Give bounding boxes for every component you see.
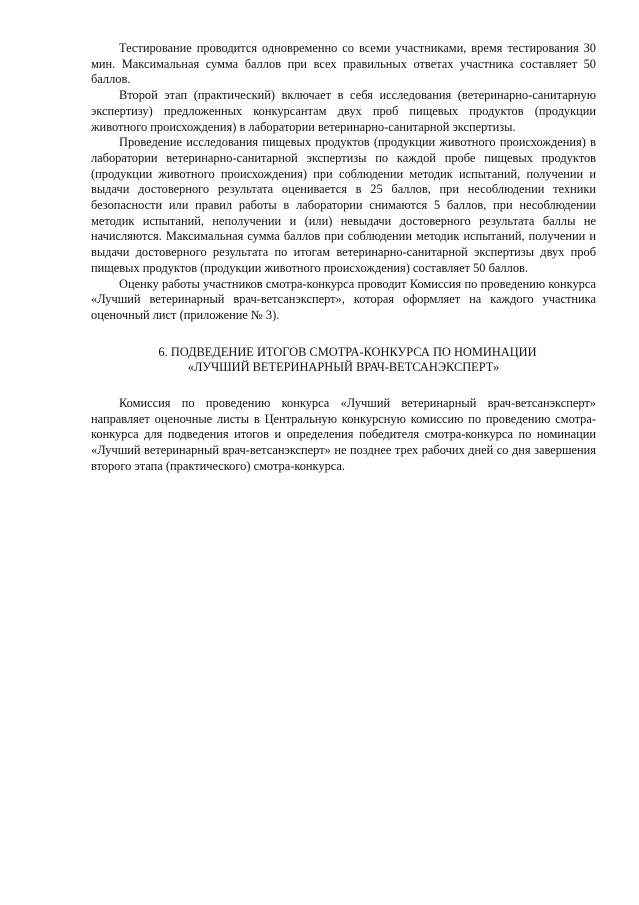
paragraph-second-stage: Второй этап (практический) включает в себя исследования (ветеринарно-санитарную экспертизу) предложенных конкурсантам двух проб пищевых продуктов (продукции животного происхождения) в лаборатории ветеринарно-санитарной экспертизы. xyxy=(91,88,596,134)
section-heading xyxy=(91,345,596,376)
paragraph-commission: Комиссия по проведению конкурса «Лучший ветеринарный врач-ветсанэксперт» направляет оценочные листы в Центральную конкурсную комиссию по проведению смотра-конкурса для подведения итогов и определения победителя смотра-конкурса по номинации «Лучший ветеринарный врач-ветсанэксперт» не позднее трех рабочих дней со дня завершения второго этапа (практического) смотра-конкурса. xyxy=(91,396,596,473)
paragraph-research: Проведение исследования пищевых продуктов (продукции животного происхождения) в лаборатории ветеринарно-санитарной экспертизы по каждой пробе пищевых продуктов (продукции животного происхождения) при соблюдении методик испытаний, получении и выдачи достоверного результата оценивается в 25 баллов, при несоблюдении техники безопасности или правил работы в лаборатории снимаются 5 баллов, при несоблюдении методик испытаний, неполучении и (или) невыдачи достоверного результата баллы не начисляются. Максимальная сумма баллов при соблюдении методик испытаний, получении и выдачи достоверного результата по итогам ветеринарно-санитарной экспертизы двух проб пищевых продуктов (продукции животного происхождения) составляет 50 баллов. xyxy=(91,135,596,275)
document-page xyxy=(91,41,596,475)
section-heading-line-1: 6. ПОДВЕДЕНИЕ ИТОГОВ СМОТРА-КОНКУРСА ПО НОМИНАЦИИ xyxy=(158,344,537,359)
paragraph-testing: Тестирование проводится одновременно со всеми участниками, время тестирования 30 мин. Максимальная сумма баллов при всех правильных ответах участника составляет 50 баллов. xyxy=(91,41,596,87)
paragraph-evaluation: Оценку работы участников смотра-конкурса проводит Комиссия по проведению конкурса «Лучший ветеринарный врач-ветсанэксперт», которая оформляет на каждого участника оценочный лист (приложение № 3). xyxy=(91,276,596,322)
section-heading-line-2: «ЛУЧШИЙ ВЕТЕРИНАРНЫЙ ВРАЧ-ВЕТСАНЭКСПЕРТ» xyxy=(187,360,500,375)
